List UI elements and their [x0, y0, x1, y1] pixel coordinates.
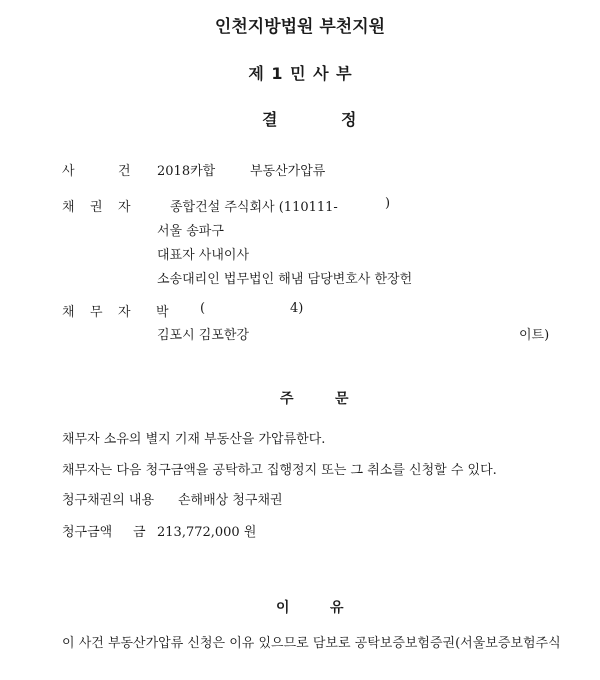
- case-name: 부동산가압류: [250, 164, 326, 179]
- claim-value: 손해배상 청구채권: [178, 493, 283, 508]
- creditor-counsel: 소송대리인 법무법인 해냄 담당변호사 한장헌: [157, 272, 413, 287]
- order-line-1: 채무자 소유의 별지 기재 부동산을 가압류한다.: [62, 432, 326, 447]
- amount-prefix: 금: [133, 525, 146, 540]
- debtor-name: 박: [156, 305, 169, 320]
- debtor-id-open: (: [200, 301, 206, 316]
- court-decision-page: 인천지방법원 부천지원 제 1 민 사 부 결 정 사 건 2018카합 부동산가압류 채 권 자 종합건설 주식회사 (110111- ) 서울 송파구 대표자 사내이사 소송대리인 법무법인 해냄 담당변호사 한장헌 채 무 자 박 ( 4) 김포시 김포한강 이트) 주 문 채무자 소유의 별지 기재 부동산을 가압류한다. 채무자는 다음 청구금액을 공탁하고 집행정지 또는 그 취소를 신청할 수 있다. 청구채권의 내용 손해배상 청구채권 청구금액 금 213,772,000 원 이 유 이 사건 부동산가압류 신청은 이유 있으므로 담보로 공탁보증보험증권(서울보증보험주식: [0, 0, 600, 680]
- amount-value: 213,772,000 원: [157, 525, 257, 540]
- creditor-name-close: ): [385, 196, 391, 211]
- amount-label: 청구금액: [62, 525, 113, 540]
- division-name: 제 1 민 사 부: [248, 64, 352, 83]
- reason-heading-char-1: 이: [276, 600, 290, 616]
- order-heading-char-2: 문: [335, 391, 349, 407]
- debtor-address-tail: 이트): [519, 328, 550, 343]
- order-line-2: 채무자는 다음 청구금액을 공탁하고 집행정지 또는 그 취소를 신청할 수 있다.: [62, 463, 497, 478]
- creditor-representative: 대표자 사내이사: [157, 248, 250, 263]
- case-number: 2018카합: [157, 164, 216, 179]
- court-name: 인천지방법원 부천지원: [214, 17, 386, 37]
- creditor-address: 서울 송파구: [157, 224, 224, 239]
- document-title-char-1: 결: [262, 110, 278, 129]
- creditor-name: 종합건설 주식회사 (110111-: [170, 200, 338, 215]
- debtor-id-close: 4): [290, 301, 304, 316]
- claim-label: 청구채권의 내용: [62, 493, 155, 508]
- reason-line-1: 이 사건 부동산가압류 신청은 이유 있으므로 담보로 공탁보증보험증권(서울보증보험주식: [62, 636, 561, 651]
- document-title-char-2: 정: [341, 110, 357, 129]
- order-heading-char-1: 주: [280, 391, 294, 407]
- debtor-address: 김포시 김포한강: [157, 328, 250, 343]
- reason-heading-char-2: 유: [330, 600, 344, 616]
